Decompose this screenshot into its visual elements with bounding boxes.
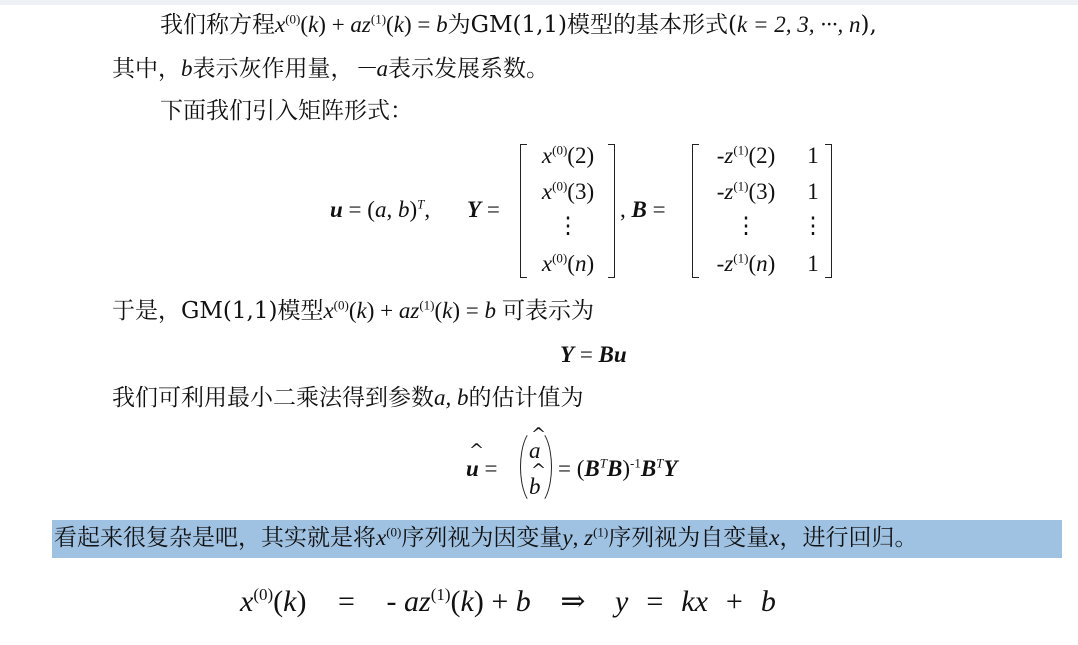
b-cell: $-z^{(1)}(2)$: [716, 142, 776, 168]
p2-text3: 表示发展系数。: [388, 56, 549, 82]
b-cell: ⋮: [734, 213, 758, 238]
equation-y-bu: Y = Bu: [560, 342, 627, 367]
hl-t4: ，进行回归。: [779, 525, 918, 551]
paragraph-gm-definition: 我们称方程$x^{(0)}(k) + az^{(1)}(k) = b$为GM(1,1)模型的基本形式(k = 2, 3, ···, n),: [160, 11, 877, 38]
b-cell: $-z^{(1)}(n)$: [716, 250, 776, 276]
y-label: Y =: [467, 197, 500, 222]
hl-t2: 序列视为因变量: [401, 525, 563, 551]
y-cell: $x^{(0)}(2)$: [541, 142, 595, 168]
paragraph-matrix-intro: 下面我们引入矩阵形式：: [160, 98, 413, 124]
estimator-equation: ^ u = ^ a ^ b = $(B^TB)^{-1}B^TY$: [466, 426, 766, 508]
hl-t1: 看起来很复杂是吧，其实就是将: [54, 525, 376, 551]
paragraph-least-squares: [112, 383, 584, 413]
hl-y: y: [562, 525, 573, 550]
b-cell: $-z^{(1)}(3)$: [716, 178, 776, 204]
p1-lead-text: 我们称方程: [160, 12, 275, 38]
p5-tail: 的估计值为: [468, 385, 584, 411]
p4-lead: 于是，GM(1,1)模型: [112, 298, 324, 324]
p2-text1: 其中，: [112, 56, 181, 82]
p1-tail: ),: [860, 12, 877, 38]
hl-x: x: [769, 525, 780, 550]
p2-b: b: [181, 56, 193, 81]
highlight-sentence: 看起来很复杂是吧，其实就是将$x^{(0)}$序列视为因变量y, $z^{(1)}$序列视为自变量x，进行回归。: [54, 524, 918, 551]
top-bar: [0, 0, 1078, 5]
paragraph-gm-model: 于是，GM(1,1)模型$x^{(0)}(k) + az^{(1)}(k) = b$ 可表示为: [112, 297, 595, 324]
y-cell: $x^{(0)}(3)$: [541, 178, 595, 204]
b-cell: 1: [807, 179, 819, 204]
p4-tail: 可表示为: [502, 298, 595, 324]
b-bracket-right: [825, 144, 832, 278]
b-cell: 1: [807, 143, 819, 168]
matrix-equation: [330, 140, 850, 280]
b-cell: 1: [807, 251, 819, 276]
p2-neg-a: －a: [353, 56, 388, 81]
paragraph-parameters: [112, 54, 549, 84]
p5-params: a, b: [434, 385, 469, 410]
b-cell: ⋮: [801, 213, 825, 238]
p5-text: 我们可利用最小二乘法得到参数: [112, 385, 434, 411]
b-label: , B =: [620, 197, 666, 222]
p1-range: k = 2, 3, ···, n: [737, 12, 861, 37]
hl-t3: 序列视为自变量: [608, 525, 770, 551]
p1-mid-text: 为GM(1,1)模型的基本形式(: [447, 12, 737, 38]
y-cell: ⋮: [556, 213, 580, 238]
y-cell: $x^{(0)}(n)$: [541, 250, 595, 276]
final-equation: $x^{(0)}(k)$ = - $az^{(1)}(k) + b$ ⇒ y = kx + b: [240, 585, 776, 618]
p2-text2: 表示灰作用量，: [192, 56, 354, 82]
u-definition: u = (a, b)$^T$,: [330, 196, 431, 222]
